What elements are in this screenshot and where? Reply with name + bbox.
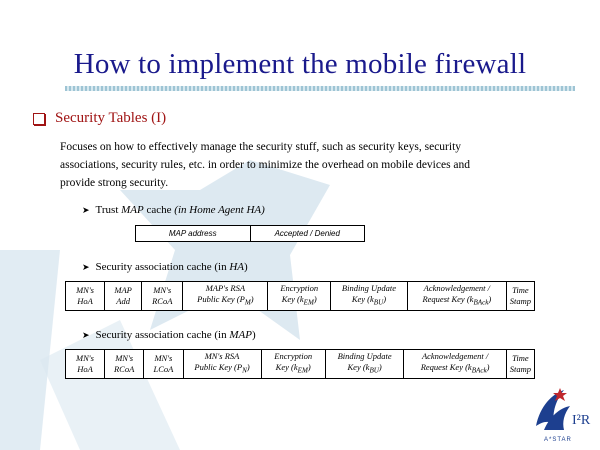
table-cell: Acknowledgement / Request Key $(k_{BAck})$: [407, 282, 506, 311]
sa-cache-ha-label: Security association cache (in HA): [95, 261, 248, 273]
table-cell: Accepted / Denied: [250, 226, 365, 242]
table-cell: MN's HoA: [66, 350, 105, 379]
table-cell: Binding Update Key $(k_{BU})$: [325, 350, 404, 379]
arrow-bullet-icon: ➤: [82, 329, 90, 340]
svg-text:I²R: I²R: [572, 413, 591, 428]
checkbox-bullet-icon: [33, 113, 45, 125]
table-cell: MAP Add: [105, 282, 142, 311]
table-cell: Time Stamp: [506, 350, 534, 379]
table-cell: MN's RCoA: [104, 350, 143, 379]
table-row: [136, 226, 365, 242]
section-bullet: [33, 110, 166, 127]
table-row: [66, 282, 535, 311]
table-cell: Encryption Key $(k_{EM})$: [268, 282, 331, 311]
table-cell: MN's HoA: [66, 282, 105, 311]
table-cell: MN's RSA Public Key $(P_N)$: [183, 350, 261, 379]
trust-map-cache-label: Trust MAP cache (in Home Agent HA): [95, 204, 265, 216]
table-cell: Encryption Key $(k_{EM})$: [261, 350, 325, 379]
table-cell: Binding Update Key $(k_{BU})$: [330, 282, 407, 311]
description-paragraph: Focuses on how to effectively manage the security stuff, such as security keys, security associations, security rules, etc. in order to minimize the overhead on mobile devices and provide strong security.: [60, 141, 471, 189]
arrow-bullet-icon: ➤: [82, 261, 90, 272]
table-cell: MN's RCoA: [142, 282, 183, 311]
table-cell: MN's LCoA: [144, 350, 183, 379]
table-cell: MAP's RSA Public Key $(P_M)$: [183, 282, 268, 311]
svg-text:A*STAR: A*STAR: [544, 437, 572, 443]
trust-map-cache-heading: [82, 204, 265, 216]
section-heading: Security Tables (I): [55, 110, 167, 126]
sa-cache-map-table: [65, 349, 535, 379]
arrow-bullet-icon: ➤: [82, 204, 90, 215]
table-cell: MAP address: [136, 226, 251, 242]
trust-map-cache-table: [135, 225, 365, 242]
table-cell: Acknowledgement / Request Key $(k_{BAck})$: [404, 350, 506, 379]
sa-cache-map-heading: [82, 329, 256, 341]
table-cell: Time Stamp: [506, 282, 534, 311]
sa-cache-map-label: Security association cache (in MAP): [95, 329, 256, 341]
sa-cache-ha-table: [65, 281, 535, 311]
table-row: [66, 350, 535, 379]
astar-i2r-logo: [530, 386, 592, 444]
slide-title: How to implement the mobile firewall: [73, 48, 527, 80]
title-underline: [65, 86, 575, 91]
sa-cache-ha-heading: [82, 261, 248, 273]
